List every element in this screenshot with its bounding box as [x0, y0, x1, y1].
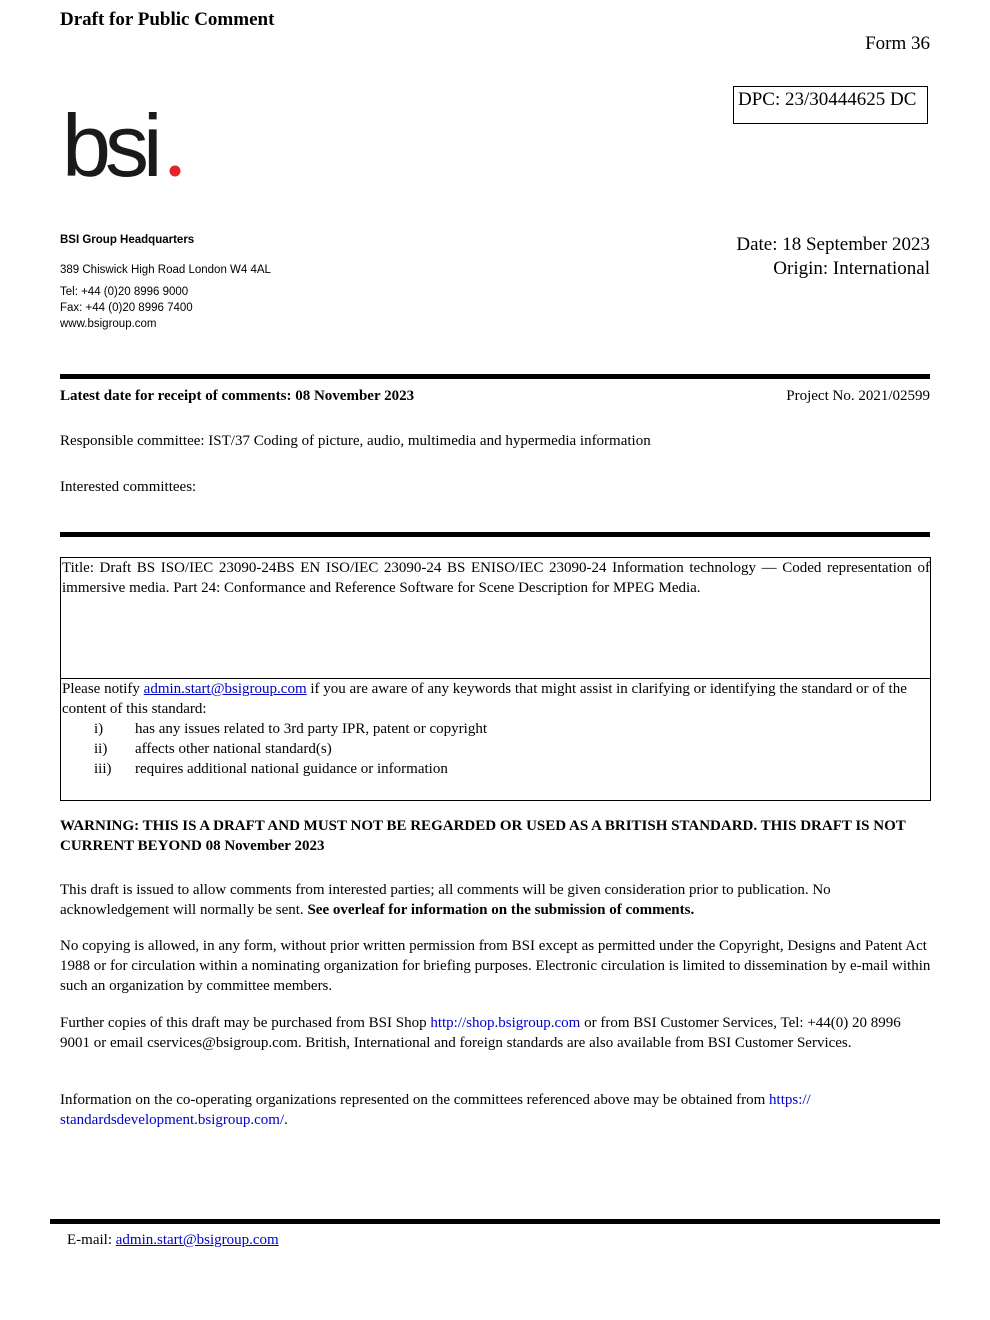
list-item — [62, 719, 930, 739]
paragraph-text: Information on the co-operating organizations represented on the committees referenced above may be obtained from — [60, 1092, 770, 1108]
footer-email-link[interactable]: admin.start@bsigroup.com — [115, 1232, 279, 1248]
list-item-text: affects other national standard(s) — [135, 741, 332, 757]
hq-fax: Fax: +44 (0)20 8996 7400 — [60, 302, 193, 314]
comments-deadline: Latest date for receipt of comments: 08 November 2023 — [60, 388, 415, 404]
footer-email — [67, 1232, 279, 1249]
issue-date: Date: 18 September 2023 — [736, 234, 930, 255]
hq-name: BSI Group Headquarters — [60, 234, 195, 246]
list-item-number: ii) — [94, 741, 108, 757]
notify-email-link[interactable]: admin.start@bsigroup.com — [143, 681, 307, 697]
list-item-number: iii) — [94, 761, 112, 777]
list-item — [62, 739, 930, 759]
paragraph-text: or from BSI Customer Services, Tel: +44(0) 20 8996 9001 or email cservices@bsigroup.com. British, International and foreign standards are also available from BSI Customer Services. — [60, 1015, 901, 1051]
paragraph-organizations — [60, 1090, 931, 1130]
list-item-text: has any issues related to 3rd party IPR, patent or copyright — [135, 721, 488, 737]
notify-intro — [62, 679, 930, 719]
standard-title-box — [60, 557, 931, 679]
draft-warning: WARNING: THIS IS A DRAFT AND MUST NOT BE REGARDED OR USED AS A BRITISH STANDARD. THIS DRAFT IS NOT CURRENT BEYOND 08 November 2023 — [60, 818, 906, 854]
section-divider — [60, 532, 930, 537]
bsi-shop-link[interactable]: http://shop.bsigroup.com — [430, 1015, 581, 1031]
list-item-text: requires additional national guidance or information — [135, 761, 448, 777]
responsible-committee: Responsible committee: IST/37 Coding of picture, audio, multimedia and hypermedia information — [60, 433, 651, 449]
hq-address: 389 Chiswick High Road London W4 4AL — [60, 264, 271, 276]
interested-committees: Interested committees: — [60, 479, 197, 495]
standard-title-text: Title: Draft BS ISO/IEC 23090-24BS EN ISO/IEC 23090-24 BS ENISO/IEC 23090-24 Information technology — Coded representation of immersive media. Part 24: Conformance and Reference Software for Scene Description for MPEG Media. — [62, 560, 930, 596]
list-item-number: i) — [94, 721, 104, 737]
list-item — [62, 759, 930, 779]
paragraph-copying: No copying is allowed, in any form, without prior written permission from BSI except as permitted under the Copyright, Designs and Patent Act 1988 or for circulation within a nominating organization for briefing purposes. Electronic circulation is limited to dissemination by e-mail within such an organization by committee members. — [60, 938, 931, 994]
draft-label: Draft for Public Comment — [60, 9, 275, 30]
footer-divider — [50, 1219, 940, 1224]
origin: Origin: International — [773, 258, 930, 279]
paragraph-text: This draft is issued to allow comments from interested parties; all comments will be given consideration prior to publication. No acknowledgement will normally be sent. — [60, 882, 831, 918]
bsi-logo — [62, 96, 192, 186]
paragraph-issue-purpose — [60, 880, 931, 920]
hq-telephone: Tel: +44 (0)20 8996 9000 — [60, 286, 189, 298]
form-number: Form 36 — [865, 33, 930, 54]
footer-email-label: E-mail: — [67, 1232, 116, 1248]
notify-prefix: Please notify — [62, 681, 144, 697]
paragraph-text: Further copies of this draft may be purchased from BSI Shop — [60, 1015, 431, 1031]
paragraph-further-copies — [60, 1013, 931, 1053]
paragraph-text: . — [284, 1112, 288, 1128]
bsi-logo-text: bsi — [62, 96, 157, 186]
notify-suffix: if you are aware of any keywords that might assist in clarifying or identifying the standard or of the content of this standard: — [62, 681, 907, 717]
paragraph-bold-text: See overleaf for information on the submission of comments. — [307, 902, 695, 918]
standards-development-link[interactable]: https:// standardsdevelopment.bsigroup.com/ — [60, 1092, 811, 1128]
bsi-logo-dot — [170, 166, 181, 177]
notify-box — [60, 678, 931, 801]
dpc-reference-box: DPC: 23/30444625 DC — [733, 86, 928, 124]
hq-website: www.bsigroup.com — [60, 318, 157, 330]
project-number: Project No. 2021/02599 — [786, 388, 930, 404]
section-divider — [60, 374, 930, 379]
